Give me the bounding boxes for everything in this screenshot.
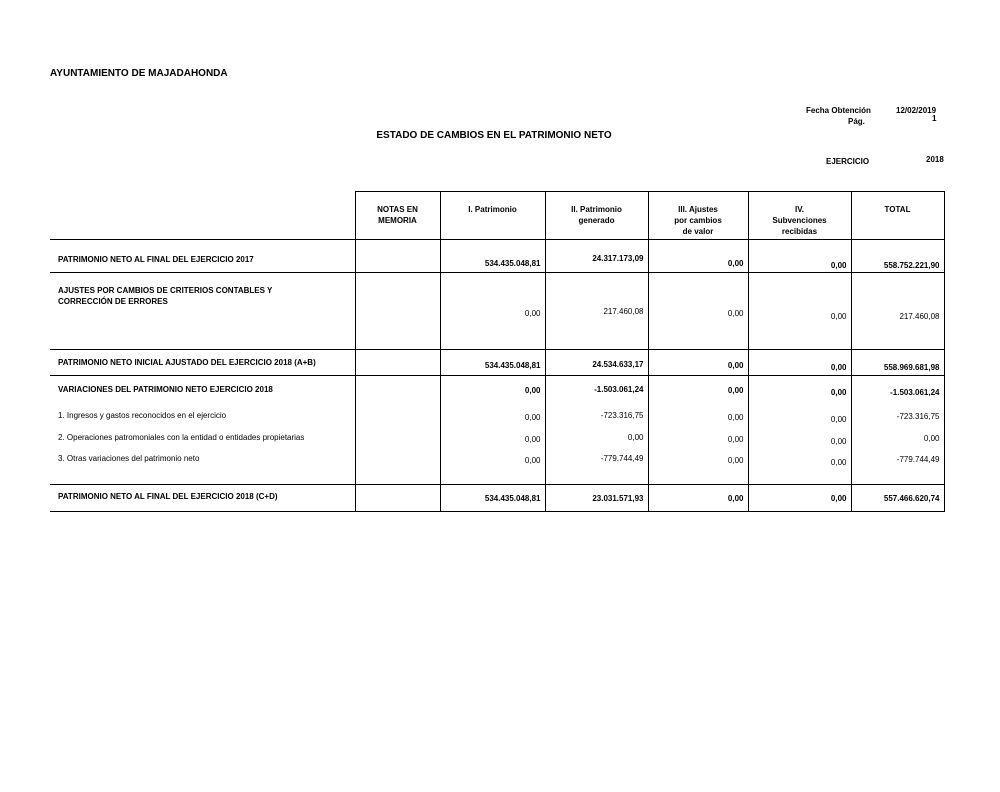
ajustes-cell: 0,00 [648, 240, 748, 273]
ajustes-cell: 0,00 [648, 273, 748, 350]
row-label: PATRIMONIO NETO AL FINAL DEL EJERCICIO 2017 [50, 240, 355, 273]
subvenciones-cell: 0,00 [748, 407, 851, 429]
notas-cell [355, 407, 440, 429]
column-header-patrimonio: I. Patrimonio [440, 192, 545, 240]
total-cell: 217.460,08 [851, 273, 944, 350]
patrimonio-cell: 0,00 [440, 273, 545, 350]
total-cell: 0,00 [851, 429, 944, 451]
notas-cell [355, 429, 440, 451]
ejercicio-label: EJERCICIO [826, 157, 870, 166]
notas-cell [355, 273, 440, 350]
table-row [50, 273, 944, 350]
generado-cell: -779.744,49 [545, 451, 648, 485]
patrimonio-cell: 534.435.048,81 [440, 485, 545, 512]
generado-cell: -723.316,75 [545, 407, 648, 429]
report-title: ESTADO DE CAMBIOS EN EL PATRIMONIO NETO [376, 130, 612, 141]
subvenciones-cell: 0,00 [748, 376, 851, 407]
total-cell: 558.752.221,90 [851, 240, 944, 273]
total-cell: 558.969.681,98 [851, 350, 944, 376]
patrimonio-cell: 0,00 [440, 451, 545, 485]
generado-cell: 217.460,08 [545, 273, 648, 350]
fecha-value: 12/02/2019 [896, 106, 937, 115]
column-header-subvenciones: IV. Subvenciones recibidas [748, 192, 851, 240]
subvenciones-cell: 0,00 [748, 240, 851, 273]
total-cell: -779.744,49 [851, 451, 944, 485]
patrimonio-cell: 0,00 [440, 407, 545, 429]
notas-cell [355, 240, 440, 273]
column-header-ajustes: III. Ajustes por cambios de valor [648, 192, 748, 240]
table-row [50, 485, 944, 512]
page-label: Pág. [848, 117, 865, 126]
table-row [50, 350, 944, 376]
patrimonio-cell: 0,00 [440, 429, 545, 451]
row-label: AJUSTES POR CAMBIOS DE CRITERIOS CONTABLES Y CORRECCIÓN DE ERRORES [50, 273, 355, 350]
ajustes-cell: 0,00 [648, 407, 748, 429]
subvenciones-cell: 0,00 [748, 485, 851, 512]
patrimonio-cell: 534.435.048,81 [440, 240, 545, 273]
notas-cell [355, 376, 440, 407]
generado-cell: 24.317.173,09 [545, 240, 648, 273]
table-row [50, 407, 944, 429]
generado-cell: 24.534.633,17 [545, 350, 648, 376]
column-header-generado: II. Patrimonio generado [545, 192, 648, 240]
ajustes-cell: 0,00 [648, 485, 748, 512]
generado-cell: -1.503.061,24 [545, 376, 648, 407]
ajustes-cell: 0,00 [648, 451, 748, 485]
page-number: 1 [932, 114, 937, 123]
header-blank-cell [50, 192, 355, 240]
ejercicio-value: 2018 [926, 155, 944, 164]
column-header-notas: NOTAS EN MEMORIA [355, 192, 440, 240]
row-label: 2. Operaciones patromoniales con la entidad o entidades propietarias [58, 432, 305, 442]
total-cell: 557.466.620,74 [851, 485, 944, 512]
row-label: PATRIMONIO NETO AL FINAL DEL EJERCICIO 2018 (C+D) [50, 485, 355, 512]
ajustes-cell: 0,00 [648, 429, 748, 451]
subvenciones-cell: 0,00 [748, 429, 851, 451]
notas-cell [355, 350, 440, 376]
organization-name: AYUNTAMIENTO DE MAJADAHONDA [50, 68, 228, 79]
notas-cell [355, 485, 440, 512]
fecha-label: Fecha Obtención [806, 106, 871, 115]
notas-cell [355, 451, 440, 485]
patrimonio-cell: 0,00 [440, 376, 545, 407]
patrimonio-cell: 534.435.048,81 [440, 350, 545, 376]
generado-cell: 23.031.571,93 [545, 485, 648, 512]
table-row [50, 429, 944, 451]
subvenciones-cell: 0,00 [748, 350, 851, 376]
table-row [50, 240, 944, 273]
row-label: 1. Ingresos y gastos reconocidos en el ejercicio [58, 410, 227, 420]
subvenciones-cell: 0,00 [748, 451, 851, 485]
total-cell: -723.316,75 [851, 407, 944, 429]
column-header-total: TOTAL [851, 192, 944, 240]
generado-cell: 0,00 [545, 429, 648, 451]
row-label: VARIACIONES DEL PATRIMONIO NETO EJERCICIO 2018 [50, 376, 355, 407]
row-label: 3. Otras variaciones del patrimonio neto [58, 453, 200, 463]
equity-changes-table [50, 191, 945, 512]
ajustes-cell: 0,00 [648, 350, 748, 376]
table-header-row [50, 192, 944, 240]
total-cell: -1.503.061,24 [851, 376, 944, 407]
ajustes-cell: 0,00 [648, 376, 748, 407]
subvenciones-cell: 0,00 [748, 273, 851, 350]
row-label: PATRIMONIO NETO INICIAL AJUSTADO DEL EJERCICIO 2018 (A+B) [50, 350, 355, 376]
table-row [50, 451, 944, 485]
table-row [50, 376, 944, 407]
